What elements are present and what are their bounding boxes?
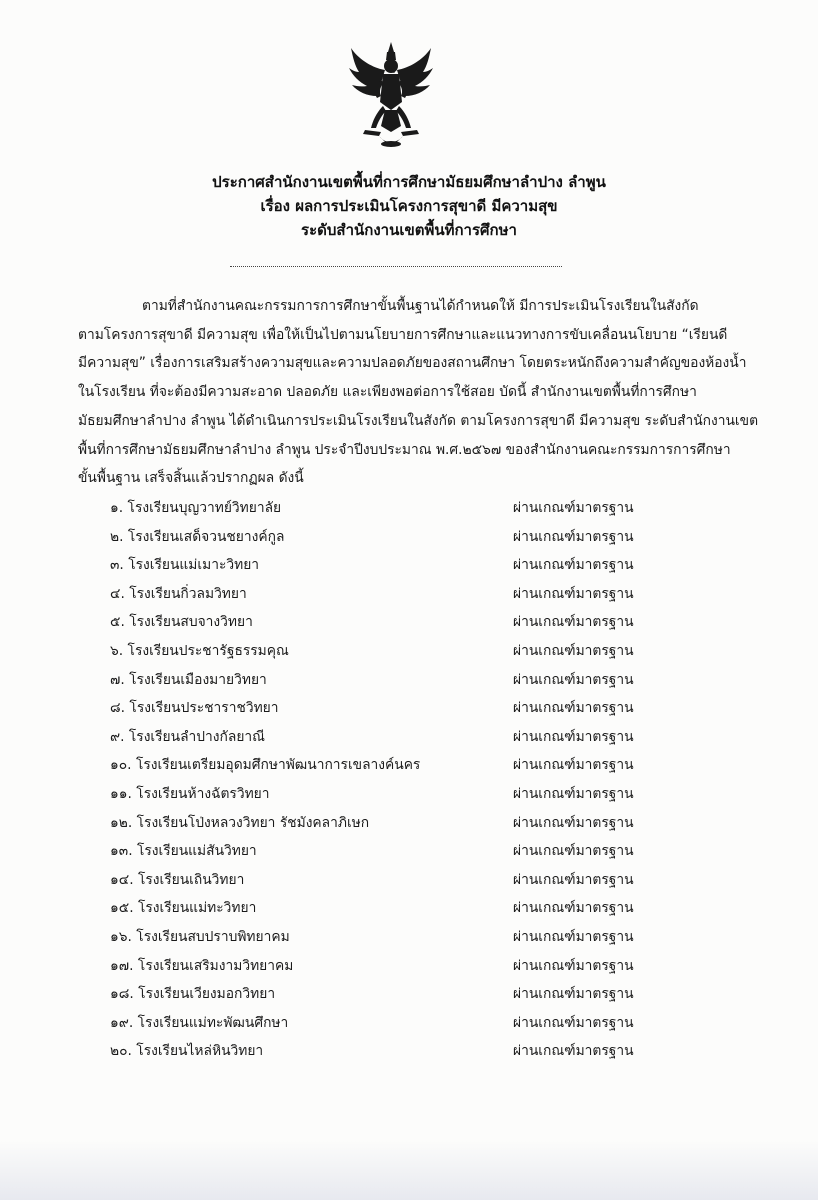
list-item: [110, 980, 670, 1009]
school-name: ๓. โรงเรียนแม่เมาะวิทยา: [110, 557, 260, 574]
list-item: [110, 694, 670, 723]
school-name: ๑. โรงเรียนบุญวาทย์วิทยาลัย: [110, 500, 282, 516]
list-item: [110, 1037, 670, 1066]
school-name: ๑๓. โรงเรียนแม่สันวิทยา: [110, 843, 257, 860]
school-name: ๘. โรงเรียนประชาราชวิทยา: [110, 700, 279, 717]
school-result: ผ่านเกณฑ์มาตรฐาน: [513, 557, 634, 574]
school-result: ผ่านเกณฑ์มาตรฐาน: [513, 671, 634, 688]
garuda-emblem-icon: [345, 40, 437, 150]
school-name: ๑๑. โรงเรียนห้างฉัตรวิทยา: [110, 785, 270, 802]
list-item: [110, 666, 670, 695]
list-item: [110, 494, 670, 523]
list-item: [110, 809, 670, 838]
school-name: ๙. โรงเรียนลำปางกัลยาณี: [110, 728, 265, 745]
body-line: ขั้นพื้นฐาน เสร็จสิ้นแล้วปรากฏผล ดังนี้: [78, 470, 304, 487]
list-item: [110, 580, 670, 609]
school-result: ผ่านเกณฑ์มาตรฐาน: [513, 785, 634, 802]
list-item: [110, 723, 670, 752]
school-name: ๑๔. โรงเรียนเถินวิทยา: [110, 871, 245, 888]
announcement-body: [78, 292, 759, 493]
body-line: พื้นที่การศึกษามัธยมศึกษาลำปาง ลำพูน ประจำปีงบประมาณ พ.ศ.๒๕๖๗ ของสำนักงานคณะกรรมการการศึกษา: [78, 441, 731, 458]
list-item: [110, 523, 670, 552]
school-result: ผ่านเกณฑ์มาตรฐาน: [513, 1043, 634, 1060]
school-result: ผ่านเกณฑ์มาตรฐาน: [513, 871, 634, 888]
body-line: ในโรงเรียน ที่จะต้องมีความสะอาด ปลอดภัย และเพียงพอต่อการใช้สอย บัดนี้ สำนักงานเขตพื้นที่การศึกษา: [78, 384, 697, 401]
school-results-list: [110, 494, 670, 1066]
list-item: [110, 837, 670, 866]
list-item: [110, 551, 670, 580]
school-name: ๑๖. โรงเรียนสบปราบพิทยาคม: [110, 928, 290, 945]
school-name: ๗. โรงเรียนเมืองมายวิทยา: [110, 671, 267, 688]
school-name: ๔. โรงเรียนกิ่วลมวิทยา: [110, 585, 247, 602]
school-name: ๑๘. โรงเรียนเวียงมอกวิทยา: [110, 986, 276, 1003]
title-line-1: ประกาศสำนักงานเขตพื้นที่การศึกษามัธยมศึกษาลำปาง ลำพูน: [212, 173, 606, 191]
school-result: ผ่านเกณฑ์มาตรฐาน: [513, 843, 634, 860]
body-line: ตามโครงการสุขาดี มีความสุข เพื่อให้เป็นไปตามนโยบายการศึกษาและแนวทางการขับเคลื่อนนโยบาย “เรียนดี: [78, 326, 728, 343]
dotted-divider: [230, 258, 562, 267]
school-result: ผ่านเกณฑ์มาตรฐาน: [513, 986, 634, 1003]
school-result: ผ่านเกณฑ์มาตรฐาน: [513, 728, 634, 745]
school-result: ผ่านเกณฑ์มาตรฐาน: [513, 814, 634, 831]
school-result: ผ่านเกณฑ์มาตรฐาน: [513, 528, 634, 545]
school-name: ๑๕. โรงเรียนแม่ทะวิทยา: [110, 900, 257, 917]
body-line: มัธยมศึกษาลำปาง ลำพูน ได้ดำเนินการประเมินโรงเรียนในสังกัด ตามโครงการสุขาดี มีความสุข ระดับสำนักงานเขต: [78, 412, 759, 429]
scan-shadow: [0, 1140, 818, 1200]
list-item: [110, 780, 670, 809]
list-item: [110, 923, 670, 952]
title-line-2: เรื่อง ผลการประเมินโครงการสุขาดี มีความสุข: [260, 197, 558, 215]
school-result: ผ่านเกณฑ์มาตรฐาน: [513, 500, 634, 516]
list-item: [110, 866, 670, 895]
school-result: ผ่านเกณฑ์มาตรฐาน: [513, 928, 634, 945]
school-result: ผ่านเกณฑ์มาตรฐาน: [513, 900, 634, 917]
school-result: ผ่านเกณฑ์มาตรฐาน: [513, 614, 634, 631]
school-name: ๒๐. โรงเรียนไหล่หินวิทยา: [110, 1043, 264, 1060]
school-name: ๕. โรงเรียนสบจางวิทยา: [110, 614, 253, 631]
list-item: [110, 608, 670, 637]
list-item: [110, 1009, 670, 1038]
school-name: ๑๗. โรงเรียนเสริมงามวิทยาคม: [110, 957, 294, 974]
announcement-title: [0, 170, 818, 242]
list-item: [110, 894, 670, 923]
body-line: มีความสุข” เรื่องการเสริมสร้างความสุขและความปลอดภัยของสถานศึกษา โดยตระหนักถึงความสำคัญของห้องน้ำ: [78, 355, 747, 372]
school-name: ๖. โรงเรียนประชารัฐธรรมคุณ: [110, 642, 289, 659]
school-result: ผ่านเกณฑ์มาตรฐาน: [513, 585, 634, 602]
list-item: [110, 637, 670, 666]
school-name: ๒. โรงเรียนเสด็จวนชยางค์กูล: [110, 528, 285, 545]
title-line-3: ระดับสำนักงานเขตพื้นที่การศึกษา: [301, 221, 517, 239]
list-item: [110, 952, 670, 981]
school-name: ๑๙. โรงเรียนแม่ทะพัฒนศึกษา: [110, 1014, 289, 1031]
school-name: ๑๐. โรงเรียนเตรียมอุดมศึกษาพัฒนาการเขลางค์นคร: [110, 757, 421, 774]
body-line: ตามที่สำนักงานคณะกรรมการการศึกษาขั้นพื้นฐานได้กำหนดให้ มีการประเมินโรงเรียนในสังกัด: [142, 298, 699, 314]
school-result: ผ่านเกณฑ์มาตรฐาน: [513, 700, 634, 717]
school-result: ผ่านเกณฑ์มาตรฐาน: [513, 757, 634, 774]
school-result: ผ่านเกณฑ์มาตรฐาน: [513, 1014, 634, 1031]
list-item: [110, 751, 670, 780]
school-name: ๑๒. โรงเรียนโป่งหลวงวิทยา รัชมังคลาภิเษก: [110, 814, 370, 831]
school-result: ผ่านเกณฑ์มาตรฐาน: [513, 642, 634, 659]
school-result: ผ่านเกณฑ์มาตรฐาน: [513, 957, 634, 974]
